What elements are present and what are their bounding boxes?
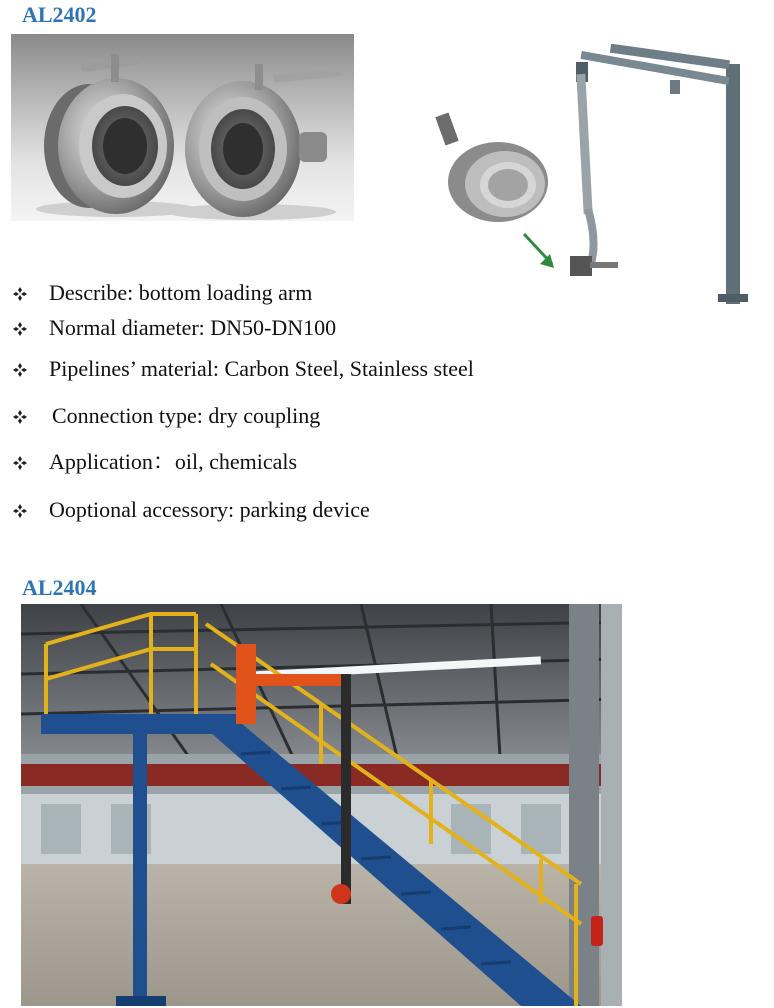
four-diamond-bullet-icon — [12, 321, 28, 337]
spec-accessory: Ooptional accessory: parking device — [49, 497, 370, 522]
loading-platform-photo — [21, 604, 622, 1006]
spec-material: Pipelines’ material: Carbon Steel, Stainless steel — [49, 356, 474, 381]
section-title-al2404: AL2404 — [22, 575, 97, 600]
four-diamond-bullet-icon — [12, 286, 28, 302]
spec-connection: Connection type: dry coupling — [52, 403, 321, 428]
bottom-loading-arm-photo — [430, 44, 770, 310]
four-diamond-bullet-icon — [12, 455, 28, 471]
four-diamond-bullet-icon — [12, 503, 28, 519]
dry-coupling-photo — [11, 34, 354, 221]
spec-describe: Describe: bottom loading arm — [49, 280, 313, 305]
four-diamond-bullet-icon — [12, 362, 28, 378]
spec-application: Application：oil, chemicals — [49, 449, 298, 474]
section-title-al2402: AL2402 — [22, 2, 97, 27]
spec-diameter: Normal diameter: DN50-DN100 — [49, 315, 337, 340]
four-diamond-bullet-icon — [12, 409, 28, 425]
